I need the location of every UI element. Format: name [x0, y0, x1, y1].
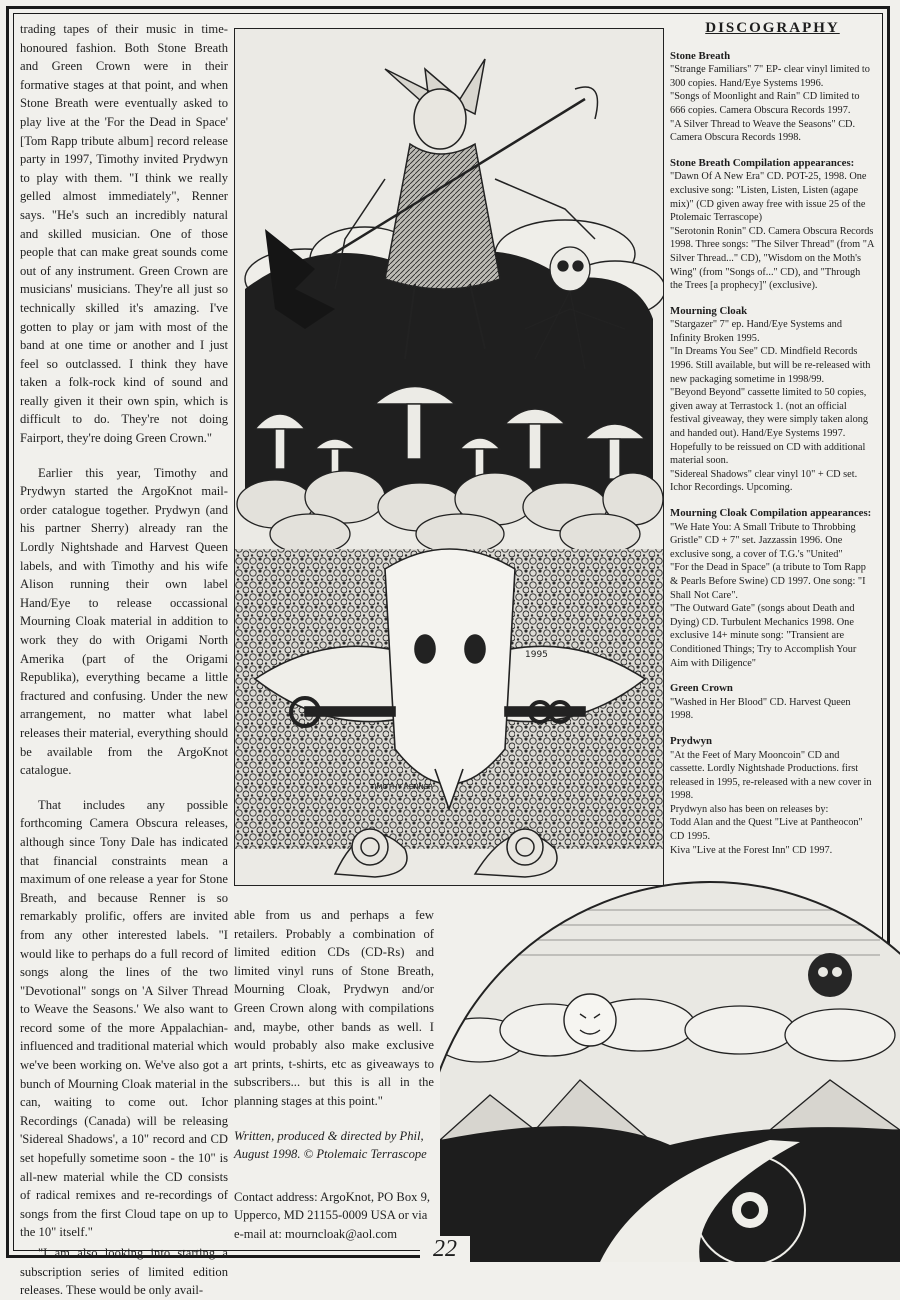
section-heading: Stone Breath [670, 49, 731, 62]
paragraph: able from us and perhaps a few retailers. Probably a combination of limited edition CDs (CD-Rs) and limited vinyl runs of Stone Breath, Mourning Cloak, Prydwyn and/or Green Crown along with compilations and, maybe, other bands as well. I would probably also make exclusive art prints, t-shirts, etc as giveaways to subscribers... but this is all in the planning stages at this point." [234, 908, 434, 1108]
discography-section [670, 305, 875, 495]
artist-signature: TIMOTHY RENNER [370, 783, 433, 791]
illustration-drawing [235, 29, 663, 885]
discography-item: "Washed in Her Blood" CD. Harvest Queen 1998. [670, 696, 851, 722]
article-left-column [20, 20, 228, 1300]
section-heading: Mourning Cloak [670, 304, 748, 317]
discography-section [670, 157, 875, 293]
landscape-illustration [440, 880, 900, 1262]
paragraph: "I am also looking into starting a subscription series of limited edition releases. These would be only avail- [20, 1246, 228, 1298]
discography-item: "Serotonin Ronin" CD. Camera Obscura Records 1998. Three songs: "The Silver Thread" (from "A Silver Thread..." CD), "Wisdom on the Moth's Wing" (from "Songs of..." CD), and "Through the Trees [a prophecy]" (exclusive). [670, 225, 874, 292]
paragraph: Earlier this year, Timothy and Prydwyn started the ArgoKnot mail-order catalogue together. Prydwyn (and his partner Sherry) already ran the Lordly Nightshade and Harvest Queen labels, and with Timothy and his wife Alison running their own label Hand/Eye to release occassional Mourning Cloak material in addition to work they do with Origami North Amerika (part of the Origami Republika), everything became a little fractured and confusing. Under the new arrangement, no matter what label releases their material, everything should be available from the ArgoKnot catalogue. [20, 465, 228, 778]
discography-item: "Stargazer" 7" ep. Hand/Eye Systems and Infinity Broken 1995. [670, 319, 842, 344]
page-number: 22 [420, 1236, 470, 1262]
section-heading: Stone Breath Compilation appearances: [670, 156, 855, 169]
discography-item: "Beyond Beyond" cassette limited to 50 copies, given away at Terrastock 1. (not an official festival giveaway, they were simply taken along and handed out). Hand/Eye Systems 1997. Hopefully to be reissued on CD with additional material soon. [670, 387, 869, 467]
illustration-year: 1995 [525, 650, 548, 660]
discography-item: Kiva "Live at the Forest Inn" CD 1997. [670, 844, 833, 856]
discography-section [670, 735, 875, 857]
discography-item: "Dawn Of A New Era" CD. POT-25, 1998. One exclusive song: "Listen, Listen, Listen (agape mix)" (CD given away free with issue 25 of the Ptolemaic Terrascope) [670, 171, 867, 224]
discography-item: "A Silver Thread to Weave the Seasons" CD. Camera Obscura Records 1998. [670, 118, 856, 144]
main-illustration [234, 28, 664, 886]
discography-item: "The Outward Gate" (songs about Death and Dying) CD. Turbulent Mechanics 1998. One exclusive 14+ minute song: "Transient are Conditioned Things; Try to Accomplish Your Aim with Diligence" [670, 603, 857, 669]
discography-item: "Sidereal Shadows" clear vinyl 10" + CD set. Ichor Recordings. Upcoming. [670, 468, 858, 494]
discography-title: DISCOGRAPHY [705, 20, 840, 36]
discography-section [670, 50, 875, 145]
discography-item: "Strange Familiars" 7" EP- clear vinyl limited to 300 copies. Hand/Eye Systems 1996. [670, 64, 870, 89]
contact-address: Contact address: ArgoKnot, PO Box 9, Upperco, MD 21155-0009 USA or via e-mail at: mourncloak@aol.com [234, 1189, 431, 1241]
paragraph: That includes any possible forthcoming Camera Obscura releases, although since Tony Dale has indicated that financial constraints mean a maximum of one release a year for Stone Breath, and because Renner is so remarkably prolific, offers are invited from any other interested labels. "I would like to perhaps do a full record of songs along the lines of the two "Devotional" songs on 'A Silver Thread to Weave the Seasons.' We also want to record some of the more Appalachian-influenced and traditional material which we've been working on. We've also got a bunch of Mourning Cloak material in the can, waiting to come out. Ichor Recordings (Canada) will be releasing 'Sidereal Shadows', a 10" record and CD set hopefully sometime soon - the 10" is all-new material while the CD consists of radical remixes and re-recordings of songs from the first Cloud tape on up to the 10" itself." [20, 797, 228, 1240]
section-heading: Prydwyn [670, 734, 712, 747]
discography-item: "In Dreams You See" CD. Mindfield Records 1996. Still available, but will be re-released with new packaging sometime in 1998/99. [670, 346, 871, 385]
landscape-drawing [440, 880, 900, 1262]
discography-item: "We Hate You: A Small Tribute to Throbbing Gristle" CD + 7" set. Jazzassin 1996. One exclusive song, a cover of T.G.'s "United" [670, 521, 856, 560]
discography-item: "Songs of Moonlight and Rain" CD limited to 666 copies. Camera Obscura Records 1997. [670, 91, 860, 116]
section-heading: Mourning Cloak Compilation appearances: [670, 507, 872, 519]
discography-item: "At the Feet of Mary Mooncoin" CD and cassette. Lordly Nightshade Productions. first released in 1995, re-released with a new cover in 1998. [670, 749, 872, 802]
discography-item: Prydwyn also has been on releases by: [670, 803, 829, 815]
paragraph: trading tapes of their music in time-honoured fashion. Both Stone Breath and Green Crown were in their formative stages at that point, and when Stone Breath were eventually asked to play live at the 'For the Dead in Space' [Tom Rapp tribute album] record release party in 1997, Timothy invited Prydwyn to play with them. "I think we really gelled almost immediately", Renner says. "He's such an incredibly natural and skilled musician. One of those people that can make great sounds come out of any instrument. Green Crown are musicians' musicians. They're all just so technically skilled it's amazing. I've gotten to play or jam with most of the band at one time or another and I just feel so outclassed. I think they have taken a folk-rock kind of sound and really given it their own spin, which is difficult to do. They're not doing Fairport, they're doing Green Crown." [20, 22, 228, 446]
discography-item: "For the Dead in Space" (a tribute to Tom Rapp & Pearls Before Swine) CD 1997. One song: "I Shall Not Care". [670, 562, 866, 601]
article-credit: Written, produced & directed by Phil, August 1998. © Ptolemaic Terrascope [234, 1128, 427, 1162]
discography-section [670, 507, 875, 670]
article-middle-column [234, 906, 434, 1244]
discography [670, 22, 875, 869]
discography-section [670, 682, 875, 723]
discography-item: Todd Alan and the Quest "Live at Pantheocon" CD 1995. [670, 817, 863, 843]
section-heading: Green Crown [670, 682, 733, 695]
